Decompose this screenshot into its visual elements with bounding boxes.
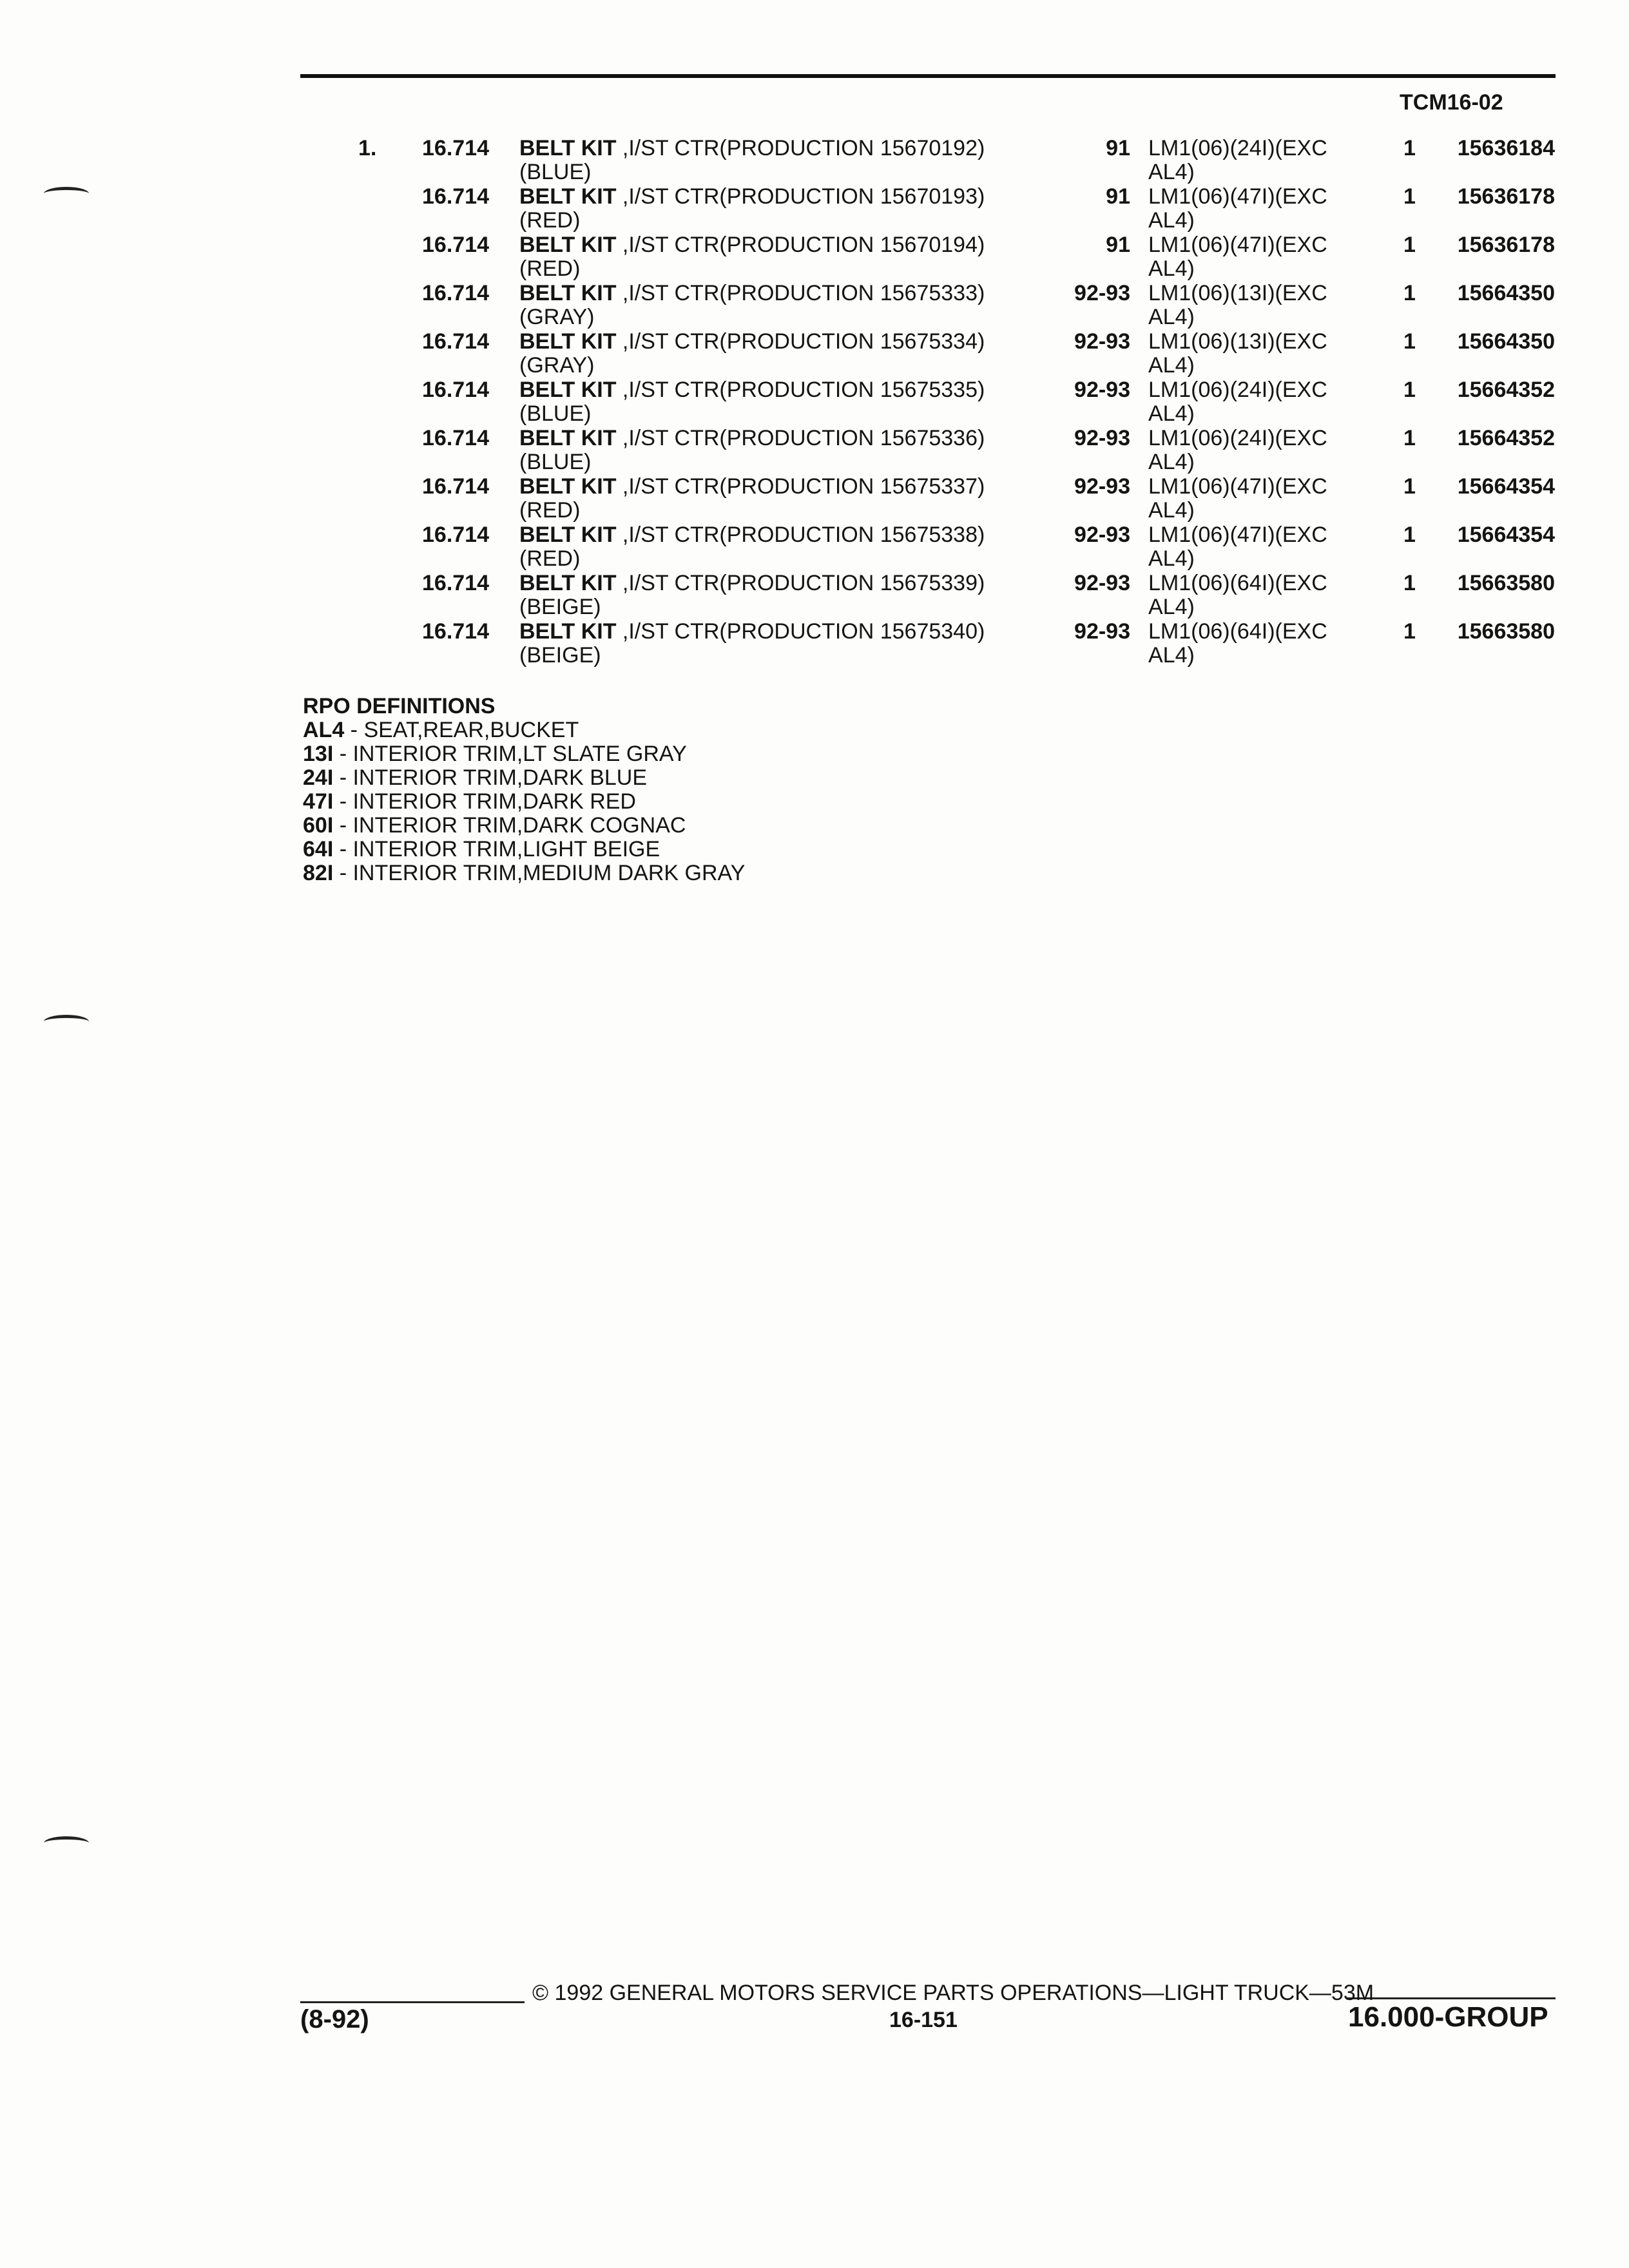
part-number: 15664354 xyxy=(1457,474,1555,499)
part-name: BELT KIT xyxy=(519,281,617,305)
group-number: 16.714 xyxy=(422,184,489,209)
quantity: 1 xyxy=(1403,136,1416,160)
part-description xyxy=(519,282,985,329)
rpo-item xyxy=(303,814,745,838)
rpo-item xyxy=(303,742,745,766)
usage-line2: AL4) xyxy=(1148,256,1195,281)
usage-line2: AL4) xyxy=(1148,450,1195,474)
footer-rule-right xyxy=(1347,1997,1556,1999)
model-year: 92-93 xyxy=(1074,378,1130,402)
footer-page-number: 16-151 xyxy=(889,2008,958,2032)
part-description xyxy=(519,185,985,233)
model-year: 92-93 xyxy=(1074,571,1130,595)
rpo-title: RPO DEFINITIONS xyxy=(303,694,496,718)
rpo-list xyxy=(303,718,745,885)
group-number: 16.714 xyxy=(422,619,489,644)
part-description xyxy=(519,475,985,523)
quantity: 1 xyxy=(1403,619,1416,644)
parts-table xyxy=(0,137,1629,668)
quantity: 1 xyxy=(1403,571,1416,595)
rpo-item xyxy=(303,766,745,790)
part-number: 15663580 xyxy=(1457,619,1555,644)
part-description xyxy=(519,523,985,571)
group-number: 16.714 xyxy=(422,378,489,402)
usage xyxy=(1148,137,1327,184)
table-row xyxy=(0,427,1629,475)
part-number: 15664352 xyxy=(1457,378,1555,402)
rpo-code: 47I xyxy=(303,789,334,814)
usage xyxy=(1148,475,1327,523)
table-row xyxy=(0,233,1629,282)
table-row xyxy=(0,330,1629,378)
group-number: 16.714 xyxy=(422,281,489,305)
usage xyxy=(1148,620,1327,668)
rpo-code: 64I xyxy=(303,837,334,861)
usage xyxy=(1148,523,1327,571)
rpo-item xyxy=(303,790,745,814)
part-number: 15664354 xyxy=(1457,523,1555,547)
part-number: 15664350 xyxy=(1457,281,1555,305)
usage-line2: AL4) xyxy=(1148,401,1195,426)
rpo-text: - INTERIOR TRIM,LT SLATE GRAY xyxy=(333,742,687,766)
footer-copyright: © 1992 GENERAL MOTORS SERVICE PARTS OPERATIONS—LIGHT TRUCK—53M xyxy=(532,1981,1374,2005)
model-year: 92-93 xyxy=(1074,426,1130,450)
part-detail: ,I/ST CTR(PRODUCTION 15675334) xyxy=(616,329,985,354)
group-number: 16.714 xyxy=(422,233,489,257)
rpo-code: 60I xyxy=(303,813,334,838)
top-rule xyxy=(300,74,1556,78)
table-row xyxy=(0,475,1629,523)
rpo-text: - INTERIOR TRIM,MEDIUM DARK GRAY xyxy=(333,861,746,885)
quantity: 1 xyxy=(1403,378,1416,402)
punch-mark xyxy=(44,1015,89,1028)
part-number: 15664350 xyxy=(1457,329,1555,354)
quantity: 1 xyxy=(1403,474,1416,499)
usage xyxy=(1148,185,1327,233)
usage-line2: AL4) xyxy=(1148,595,1195,619)
table-row xyxy=(0,523,1629,572)
group-number: 16.714 xyxy=(422,136,489,160)
usage-line1: LM1(06)(47I)(EXC xyxy=(1148,233,1327,257)
usage-line1: LM1(06)(13I)(EXC xyxy=(1148,281,1327,305)
part-detail: ,I/ST CTR(PRODUCTION 15675337) xyxy=(616,474,985,499)
part-description xyxy=(519,378,985,426)
model-year: 92-93 xyxy=(1074,619,1130,644)
part-description xyxy=(519,572,985,619)
part-name: BELT KIT xyxy=(519,136,617,160)
group-number: 16.714 xyxy=(422,571,489,595)
item-index: 1. xyxy=(358,136,377,160)
usage-line2: AL4) xyxy=(1148,546,1195,571)
part-name: BELT KIT xyxy=(519,329,617,354)
table-row xyxy=(0,378,1629,427)
usage-line1: LM1(06)(47I)(EXC xyxy=(1148,474,1327,499)
usage-line1: LM1(06)(24I)(EXC xyxy=(1148,136,1327,160)
rpo-definitions xyxy=(303,695,745,885)
table-row xyxy=(0,572,1629,620)
part-name: BELT KIT xyxy=(519,523,617,547)
part-name: BELT KIT xyxy=(519,378,617,402)
rpo-code: 13I xyxy=(303,742,334,766)
usage-line2: AL4) xyxy=(1148,498,1195,523)
part-detail: ,I/ST CTR(PRODUCTION 15670193) xyxy=(616,184,985,209)
punch-mark xyxy=(44,1836,89,1850)
part-number: 15636184 xyxy=(1457,136,1555,160)
table-row xyxy=(0,185,1629,233)
model-year: 91 xyxy=(1106,184,1130,209)
part-color: (BLUE) xyxy=(519,401,592,426)
part-detail: ,I/ST CTR(PRODUCTION 15670192) xyxy=(616,136,985,160)
rpo-text: - INTERIOR TRIM,DARK COGNAC xyxy=(333,813,686,838)
usage-line1: LM1(06)(24I)(EXC xyxy=(1148,426,1327,450)
part-detail: ,I/ST CTR(PRODUCTION 15675335) xyxy=(616,378,985,402)
usage-line2: AL4) xyxy=(1148,305,1195,329)
part-number: 15636178 xyxy=(1457,233,1555,257)
rpo-item xyxy=(303,718,745,742)
usage-line1: LM1(06)(47I)(EXC xyxy=(1148,523,1327,547)
part-description xyxy=(519,233,985,281)
part-description xyxy=(519,427,985,474)
part-color: (BEIGE) xyxy=(519,595,601,619)
usage-line1: LM1(06)(64I)(EXC xyxy=(1148,571,1327,595)
usage-line1: LM1(06)(47I)(EXC xyxy=(1148,184,1327,209)
part-description xyxy=(519,620,985,668)
rpo-code: AL4 xyxy=(303,718,345,742)
part-color: (RED) xyxy=(519,546,581,571)
usage xyxy=(1148,378,1327,426)
table-row xyxy=(0,282,1629,330)
table-row xyxy=(0,137,1629,185)
part-detail: ,I/ST CTR(PRODUCTION 15675338) xyxy=(616,523,985,547)
model-year: 92-93 xyxy=(1074,474,1130,499)
part-color: (GRAY) xyxy=(519,305,595,329)
part-description xyxy=(519,330,985,378)
usage xyxy=(1148,233,1327,281)
part-name: BELT KIT xyxy=(519,233,617,257)
part-color: (RED) xyxy=(519,208,581,233)
part-name: BELT KIT xyxy=(519,426,617,450)
part-color: (RED) xyxy=(519,498,581,523)
usage-line1: LM1(06)(24I)(EXC xyxy=(1148,378,1327,402)
model-year: 92-93 xyxy=(1074,281,1130,305)
part-name: BELT KIT xyxy=(519,184,617,209)
part-detail: ,I/ST CTR(PRODUCTION 15675336) xyxy=(616,426,985,450)
page-code: TCM16-02 xyxy=(1400,90,1503,115)
group-number: 16.714 xyxy=(422,474,489,499)
part-color: (BEIGE) xyxy=(519,643,601,668)
rpo-item xyxy=(303,861,745,885)
usage xyxy=(1148,572,1327,619)
part-color: (BLUE) xyxy=(519,160,592,184)
usage-line1: LM1(06)(64I)(EXC xyxy=(1148,619,1327,644)
group-number: 16.714 xyxy=(422,523,489,547)
part-color: (GRAY) xyxy=(519,353,595,378)
rpo-text: - INTERIOR TRIM,DARK RED xyxy=(333,789,636,814)
part-number: 15636178 xyxy=(1457,184,1555,209)
part-name: BELT KIT xyxy=(519,571,617,595)
part-description xyxy=(519,137,985,184)
usage-line2: AL4) xyxy=(1148,160,1195,184)
model-year: 91 xyxy=(1106,233,1130,257)
part-number: 15663580 xyxy=(1457,571,1555,595)
part-detail: ,I/ST CTR(PRODUCTION 15675339) xyxy=(616,571,985,595)
table-row xyxy=(0,620,1629,668)
usage xyxy=(1148,330,1327,378)
rpo-text: - SEAT,REAR,BUCKET xyxy=(344,718,579,742)
usage-line2: AL4) xyxy=(1148,353,1195,378)
usage-line2: AL4) xyxy=(1148,643,1195,668)
quantity: 1 xyxy=(1403,426,1416,450)
part-detail: ,I/ST CTR(PRODUCTION 15675333) xyxy=(616,281,985,305)
rpo-item xyxy=(303,838,745,861)
part-detail: ,I/ST CTR(PRODUCTION 15675340) xyxy=(616,619,985,644)
rpo-code: 82I xyxy=(303,861,334,885)
usage-line2: AL4) xyxy=(1148,208,1195,233)
group-number: 16.714 xyxy=(422,329,489,354)
part-number: 15664352 xyxy=(1457,426,1555,450)
quantity: 1 xyxy=(1403,233,1416,257)
rpo-code: 24I xyxy=(303,765,334,790)
footer-date: (8-92) xyxy=(300,2005,369,2033)
model-year: 92-93 xyxy=(1074,329,1130,354)
part-color: (BLUE) xyxy=(519,450,592,474)
rpo-text: - INTERIOR TRIM,DARK BLUE xyxy=(333,765,648,790)
quantity: 1 xyxy=(1403,281,1416,305)
rpo-text: - INTERIOR TRIM,LIGHT BEIGE xyxy=(333,837,660,861)
model-year: 91 xyxy=(1106,136,1130,160)
group-number: 16.714 xyxy=(422,426,489,450)
usage-line1: LM1(06)(13I)(EXC xyxy=(1148,329,1327,354)
part-name: BELT KIT xyxy=(519,619,617,644)
usage xyxy=(1148,427,1327,474)
quantity: 1 xyxy=(1403,523,1416,547)
footer-rule-left xyxy=(300,2001,525,2003)
model-year: 92-93 xyxy=(1074,523,1130,547)
usage xyxy=(1148,282,1327,329)
part-name: BELT KIT xyxy=(519,474,617,499)
part-color: (RED) xyxy=(519,256,581,281)
part-detail: ,I/ST CTR(PRODUCTION 15670194) xyxy=(616,233,985,257)
quantity: 1 xyxy=(1403,184,1416,209)
footer-group: 16.000-GROUP xyxy=(1348,2001,1548,2033)
quantity: 1 xyxy=(1403,329,1416,354)
